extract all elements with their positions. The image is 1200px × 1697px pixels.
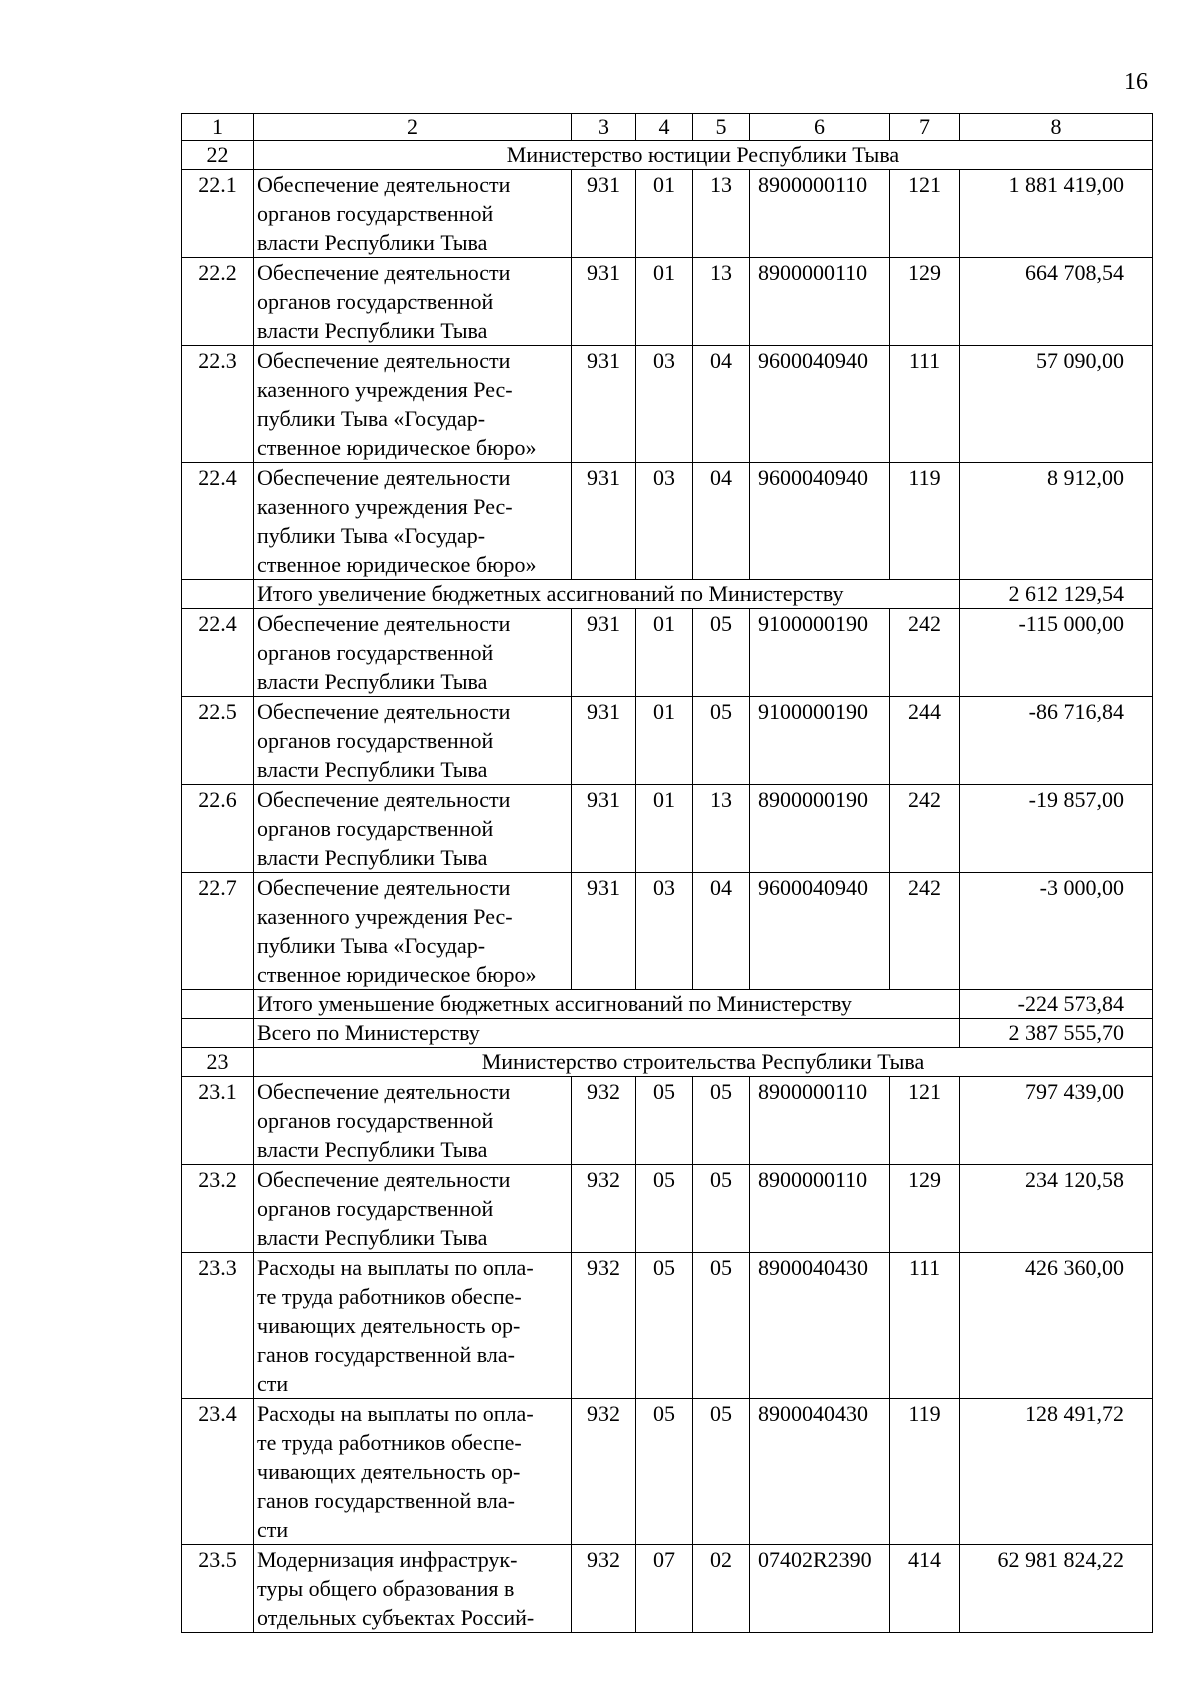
amount: 128 491,72 [960, 1399, 1153, 1545]
amount: 57 090,00 [960, 346, 1153, 463]
ministry-code: 932 [572, 1545, 636, 1633]
expense-type-code: 129 [890, 1165, 960, 1253]
total-value: 2 387 555,70 [960, 1019, 1153, 1048]
description-line: ственное юридическое бюро» [257, 435, 537, 460]
row-number: 22.4 [182, 463, 254, 580]
ministry-code: 932 [572, 1165, 636, 1253]
row-description [254, 170, 572, 258]
row-description [254, 1545, 572, 1633]
description-line: Обеспечение деятельности [257, 172, 511, 197]
column-header-1: 1 [182, 114, 254, 141]
table-body [182, 114, 1153, 1633]
total-value: -224 573,84 [960, 990, 1153, 1019]
description-line: ственное юридическое бюро» [257, 552, 537, 577]
subsection-code: 05 [693, 1165, 750, 1253]
section-number: 23 [182, 1048, 254, 1077]
description-line: Обеспечение деятельности [257, 1167, 511, 1192]
ministry-code: 932 [572, 1253, 636, 1399]
row-description [254, 1253, 572, 1399]
table-row [182, 258, 1153, 346]
subsection-code: 04 [693, 463, 750, 580]
row-number: 22.2 [182, 258, 254, 346]
description-line: власти Республики Тыва [257, 757, 488, 782]
description-line: органов государственной [257, 289, 494, 314]
description-line: Обеспечение деятельности [257, 260, 511, 285]
subsection-code: 02 [693, 1545, 750, 1633]
description-line: казенного учреждения Рес- [257, 904, 513, 929]
row-description [254, 1077, 572, 1165]
row-description [254, 1399, 572, 1545]
target-article-code: 8900000110 [750, 258, 890, 346]
section-code: 03 [636, 463, 693, 580]
row-number: 22.6 [182, 785, 254, 873]
row-description [254, 463, 572, 580]
row-number: 23.5 [182, 1545, 254, 1633]
target-article-code: 8900040430 [750, 1253, 890, 1399]
ministry-code: 932 [572, 1399, 636, 1545]
section-code: 05 [636, 1165, 693, 1253]
description-line: ственное юридическое бюро» [257, 962, 537, 987]
row-number: 22.4 [182, 609, 254, 697]
row-description [254, 697, 572, 785]
subsection-code: 05 [693, 1077, 750, 1165]
subsection-code: 13 [693, 785, 750, 873]
target-article-code: 07402R2390 [750, 1545, 890, 1633]
subsection-code: 05 [693, 697, 750, 785]
amount: 8 912,00 [960, 463, 1153, 580]
section-code: 03 [636, 346, 693, 463]
description-line: Обеспечение деятельности [257, 465, 511, 490]
row-number: 23.4 [182, 1399, 254, 1545]
column-header-2: 2 [254, 114, 572, 141]
description-line: публики Тыва «Государ- [257, 406, 486, 431]
amount: 426 360,00 [960, 1253, 1153, 1399]
table-row [182, 609, 1153, 697]
description-line: Обеспечение деятельности [257, 875, 511, 900]
description-line: Обеспечение деятельности [257, 611, 511, 636]
total-value: 2 612 129,54 [960, 580, 1153, 609]
ministry-code: 931 [572, 346, 636, 463]
description-line: Обеспечение деятельности [257, 1079, 511, 1104]
target-article-code: 8900040430 [750, 1399, 890, 1545]
ministry-code: 931 [572, 258, 636, 346]
row-number: 22.7 [182, 873, 254, 990]
total-label: Всего по Министерству [254, 1019, 960, 1048]
section-code: 01 [636, 609, 693, 697]
section-code: 01 [636, 697, 693, 785]
table-header-row [182, 114, 1153, 141]
row-description [254, 1165, 572, 1253]
section-number: 22 [182, 141, 254, 170]
table-row [182, 1253, 1153, 1399]
subsection-code: 05 [693, 609, 750, 697]
description-line: публики Тыва «Государ- [257, 933, 486, 958]
table-row [182, 873, 1153, 990]
target-article-code: 9600040940 [750, 346, 890, 463]
column-header-8: 8 [960, 114, 1153, 141]
expense-type-code: 119 [890, 463, 960, 580]
total-row [182, 990, 1153, 1019]
description-line: Расходы на выплаты по опла- [257, 1401, 534, 1426]
row-number: 23.3 [182, 1253, 254, 1399]
description-line: Обеспечение деятельности [257, 787, 511, 812]
description-line: власти Республики Тыва [257, 1137, 488, 1162]
description-line: казенного учреждения Рес- [257, 377, 513, 402]
description-line: отдельных субъектах Россий- [257, 1605, 535, 1630]
column-header-6: 6 [750, 114, 890, 141]
amount: 1 881 419,00 [960, 170, 1153, 258]
description-line: чивающих деятельность ор- [257, 1313, 521, 1338]
description-line: чивающих деятельность ор- [257, 1459, 521, 1484]
target-article-code: 9100000190 [750, 609, 890, 697]
total-empty-cell [182, 990, 254, 1019]
description-line: органов государственной [257, 1108, 494, 1133]
target-article-code: 8900000110 [750, 1077, 890, 1165]
row-description [254, 258, 572, 346]
description-line: Обеспечение деятельности [257, 348, 511, 373]
amount: -19 857,00 [960, 785, 1153, 873]
row-number: 22.1 [182, 170, 254, 258]
budget-table [181, 113, 1153, 1633]
section-row [182, 1048, 1153, 1077]
table-row [182, 697, 1153, 785]
row-number: 23.2 [182, 1165, 254, 1253]
expense-type-code: 111 [890, 1253, 960, 1399]
description-line: органов государственной [257, 728, 494, 753]
description-line: Расходы на выплаты по опла- [257, 1255, 534, 1280]
ministry-code: 931 [572, 609, 636, 697]
column-header-3: 3 [572, 114, 636, 141]
section-code: 03 [636, 873, 693, 990]
subsection-code: 13 [693, 170, 750, 258]
table-row [182, 346, 1153, 463]
section-code: 05 [636, 1253, 693, 1399]
amount: 664 708,54 [960, 258, 1153, 346]
section-code: 01 [636, 170, 693, 258]
target-article-code: 9600040940 [750, 873, 890, 990]
subsection-code: 13 [693, 258, 750, 346]
column-header-4: 4 [636, 114, 693, 141]
column-header-5: 5 [693, 114, 750, 141]
subsection-code: 05 [693, 1253, 750, 1399]
expense-type-code: 242 [890, 785, 960, 873]
expense-type-code: 121 [890, 170, 960, 258]
target-article-code: 9100000190 [750, 697, 890, 785]
row-description [254, 346, 572, 463]
amount: 797 439,00 [960, 1077, 1153, 1165]
section-title: Министерство строительства Республики Тыва [254, 1048, 1153, 1077]
ministry-code: 931 [572, 697, 636, 785]
target-article-code: 8900000110 [750, 1165, 890, 1253]
section-code: 05 [636, 1077, 693, 1165]
subsection-code: 05 [693, 1399, 750, 1545]
table-row [182, 170, 1153, 258]
description-line: те труда работников обеспе- [257, 1430, 522, 1455]
row-number: 22.5 [182, 697, 254, 785]
description-line: органов государственной [257, 640, 494, 665]
description-line: сти [257, 1517, 289, 1542]
table-row [182, 1399, 1153, 1545]
total-row [182, 580, 1153, 609]
table-row [182, 1545, 1153, 1633]
page-number: 16 [1124, 69, 1148, 95]
row-description [254, 785, 572, 873]
description-line: туры общего образования в [257, 1576, 515, 1601]
description-line: органов государственной [257, 201, 494, 226]
description-line: те труда работников обеспе- [257, 1284, 522, 1309]
description-line: власти Республики Тыва [257, 318, 488, 343]
column-header-7: 7 [890, 114, 960, 141]
table-row [182, 785, 1153, 873]
table-row [182, 1077, 1153, 1165]
expense-type-code: 242 [890, 873, 960, 990]
description-line: казенного учреждения Рес- [257, 494, 513, 519]
section-code: 05 [636, 1399, 693, 1545]
description-line: ганов государственной вла- [257, 1488, 515, 1513]
description-line: власти Республики Тыва [257, 845, 488, 870]
description-line: Обеспечение деятельности [257, 699, 511, 724]
expense-type-code: 111 [890, 346, 960, 463]
section-title: Министерство юстиции Республики Тыва [254, 141, 1153, 170]
target-article-code: 9600040940 [750, 463, 890, 580]
total-row [182, 1019, 1153, 1048]
amount: 234 120,58 [960, 1165, 1153, 1253]
total-empty-cell [182, 580, 254, 609]
total-label: Итого уменьшение бюджетных ассигнований по Министерству [254, 990, 960, 1019]
amount: -3 000,00 [960, 873, 1153, 990]
description-line: Модернизация инфраструк- [257, 1547, 518, 1572]
row-number: 22.3 [182, 346, 254, 463]
expense-type-code: 119 [890, 1399, 960, 1545]
row-description [254, 609, 572, 697]
expense-type-code: 244 [890, 697, 960, 785]
section-code: 07 [636, 1545, 693, 1633]
total-empty-cell [182, 1019, 254, 1048]
expense-type-code: 121 [890, 1077, 960, 1165]
description-line: власти Республики Тыва [257, 669, 488, 694]
total-label: Итого увеличение бюджетных ассигнований по Министерству [254, 580, 960, 609]
description-line: власти Республики Тыва [257, 1225, 488, 1250]
amount: -115 000,00 [960, 609, 1153, 697]
description-line: публики Тыва «Государ- [257, 523, 486, 548]
amount: -86 716,84 [960, 697, 1153, 785]
amount: 62 981 824,22 [960, 1545, 1153, 1633]
ministry-code: 932 [572, 1077, 636, 1165]
section-code: 01 [636, 258, 693, 346]
ministry-code: 931 [572, 873, 636, 990]
ministry-code: 931 [572, 170, 636, 258]
subsection-code: 04 [693, 873, 750, 990]
expense-type-code: 242 [890, 609, 960, 697]
description-line: органов государственной [257, 816, 494, 841]
expense-type-code: 414 [890, 1545, 960, 1633]
subsection-code: 04 [693, 346, 750, 463]
ministry-code: 931 [572, 785, 636, 873]
description-line: органов государственной [257, 1196, 494, 1221]
target-article-code: 8900000110 [750, 170, 890, 258]
section-code: 01 [636, 785, 693, 873]
row-number: 23.1 [182, 1077, 254, 1165]
description-line: сти [257, 1371, 289, 1396]
expense-type-code: 129 [890, 258, 960, 346]
table-row [182, 463, 1153, 580]
section-row [182, 141, 1153, 170]
target-article-code: 8900000190 [750, 785, 890, 873]
description-line: ганов государственной вла- [257, 1342, 515, 1367]
row-description [254, 873, 572, 990]
ministry-code: 931 [572, 463, 636, 580]
description-line: власти Республики Тыва [257, 230, 488, 255]
table-row [182, 1165, 1153, 1253]
